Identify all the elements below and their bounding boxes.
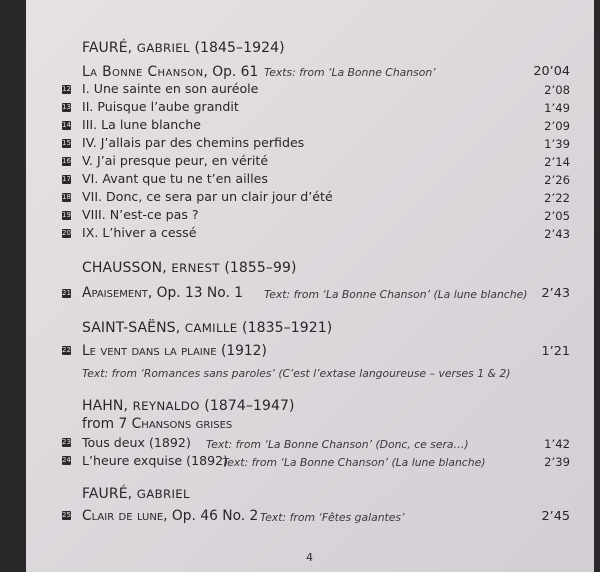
work-heading: [82, 343, 267, 359]
collection-prefix: from 7: [82, 416, 132, 432]
track-title: V. J’ai presque peur, en vérité: [82, 153, 269, 168]
track-title: VI. Avant que tu ne t’en ailles: [82, 171, 268, 186]
work-duration: 20’04: [533, 64, 570, 79]
track-text-note: Text: from ‘La Bonne Chanson’ (La lune blanche): [222, 456, 486, 469]
composer-dates: (1845–1924): [194, 40, 285, 56]
composer-dates: (1855–99): [224, 260, 297, 276]
composer-surname: HAHN: [82, 398, 124, 414]
composer-heading: FAURÉ, GABRIEL (1845–1924): [82, 40, 285, 56]
track-duration: 2’09: [544, 119, 570, 133]
track-number: 14: [62, 121, 71, 129]
track-number: 25: [62, 511, 71, 519]
work-opus: , Op. 46 No. 2: [163, 508, 259, 524]
track-title: III. La lune blanche: [82, 117, 201, 132]
work-heading: [82, 508, 258, 524]
track-duration: 2’43: [541, 286, 570, 301]
work-heading: [82, 285, 243, 301]
track-number: 17: [62, 175, 71, 183]
work-text-note: Texts: from ‘La Bonne Chanson’: [264, 66, 436, 79]
track-number: 20: [62, 229, 71, 237]
track-number: 23: [62, 438, 71, 446]
work-title: Clair de lune: [82, 508, 164, 524]
work-title: La Bonne Chanson: [82, 64, 204, 80]
work-text-note: Text: from ‘La Bonne Chanson’ (La lune blanche): [264, 288, 528, 301]
track-title: I. Une sainte en son auréole: [82, 81, 259, 96]
track-duration: 2’08: [544, 83, 570, 97]
track-duration: 2’05: [544, 209, 570, 223]
track-number: 13: [62, 103, 71, 111]
composer-firstname: REYNALDO: [132, 399, 200, 413]
track-title: VII. Donc, ce sera par un clair jour d’été: [82, 189, 333, 204]
work-text-note: Text: from ‘Romances sans paroles’ (C’est l’extase langoureuse – verses 1 & 2): [82, 367, 511, 380]
track-title: Tous deux (1892): [82, 435, 191, 450]
track-title: L’heure exquise (1892): [82, 453, 229, 468]
track-number: 21: [62, 289, 71, 297]
track-duration: 1’39: [544, 137, 570, 151]
track-duration: 1’21: [541, 344, 570, 359]
track-number: 24: [62, 456, 71, 464]
composer-surname: CHAUSSON: [82, 260, 163, 276]
work-text-note: Text: from ‘Fêtes galantes’: [260, 511, 405, 524]
work-title: Apaisement: [82, 285, 148, 301]
track-number: 19: [62, 211, 71, 219]
work-opus: , Op. 13 No. 1: [147, 285, 243, 301]
work-heading: [82, 64, 258, 80]
composer-surname: SAINT-SAËNS: [82, 320, 176, 336]
work-title: Le vent dans la plaine: [82, 343, 217, 359]
track-duration: 2’26: [544, 173, 570, 187]
track-title: IX. L’hiver a cessé: [82, 225, 197, 240]
track-title: II. Puisque l’aube grandit: [82, 99, 239, 114]
track-duration: 1’49: [544, 101, 570, 115]
track-duration: 2’45: [541, 509, 570, 524]
track-duration: 2’43: [544, 227, 570, 241]
composer-heading: FAURÉ, GABRIEL: [82, 486, 190, 502]
work-year: (1912): [216, 343, 267, 359]
track-title: IV. J’allais par des chemins perfides: [82, 135, 305, 150]
page-number: 4: [306, 551, 313, 564]
composer-firstname: CAMILLE: [184, 321, 238, 335]
composer-heading: SAINT-SAËNS, CAMILLE (1835–1921): [82, 320, 333, 336]
track-duration: 2’22: [544, 191, 570, 205]
track-text-note: Text: from ‘La Bonne Chanson’ (Donc, ce sera…): [206, 438, 469, 451]
composer-dates: (1874–1947): [204, 398, 295, 414]
track-number: 16: [62, 157, 71, 165]
track-title: VIII. N’est-ce pas ?: [82, 207, 199, 222]
collection-heading: [82, 416, 232, 432]
composer-heading: CHAUSSON, ERNEST (1855–99): [82, 260, 297, 276]
track-duration: 1’42: [544, 437, 570, 451]
composer-dates: (1835–1921): [242, 320, 333, 336]
collection-title: Chansons grises: [131, 416, 233, 432]
composer-surname: FAURÉ: [82, 40, 128, 56]
track-number: 22: [62, 346, 71, 354]
track-number: 15: [62, 139, 71, 147]
composer-heading: HAHN, REYNALDO (1874–1947): [82, 398, 295, 414]
composer-firstname: GABRIEL: [136, 487, 190, 501]
work-opus: , Op. 61: [203, 64, 259, 80]
composer-firstname: ERNEST: [171, 261, 220, 275]
track-number: 18: [62, 193, 71, 201]
track-duration: 2’14: [544, 155, 570, 169]
track-duration: 2’39: [544, 455, 570, 469]
track-number: 12: [62, 85, 71, 93]
composer-firstname: GABRIEL: [136, 41, 190, 55]
composer-surname: FAURÉ: [82, 486, 128, 502]
